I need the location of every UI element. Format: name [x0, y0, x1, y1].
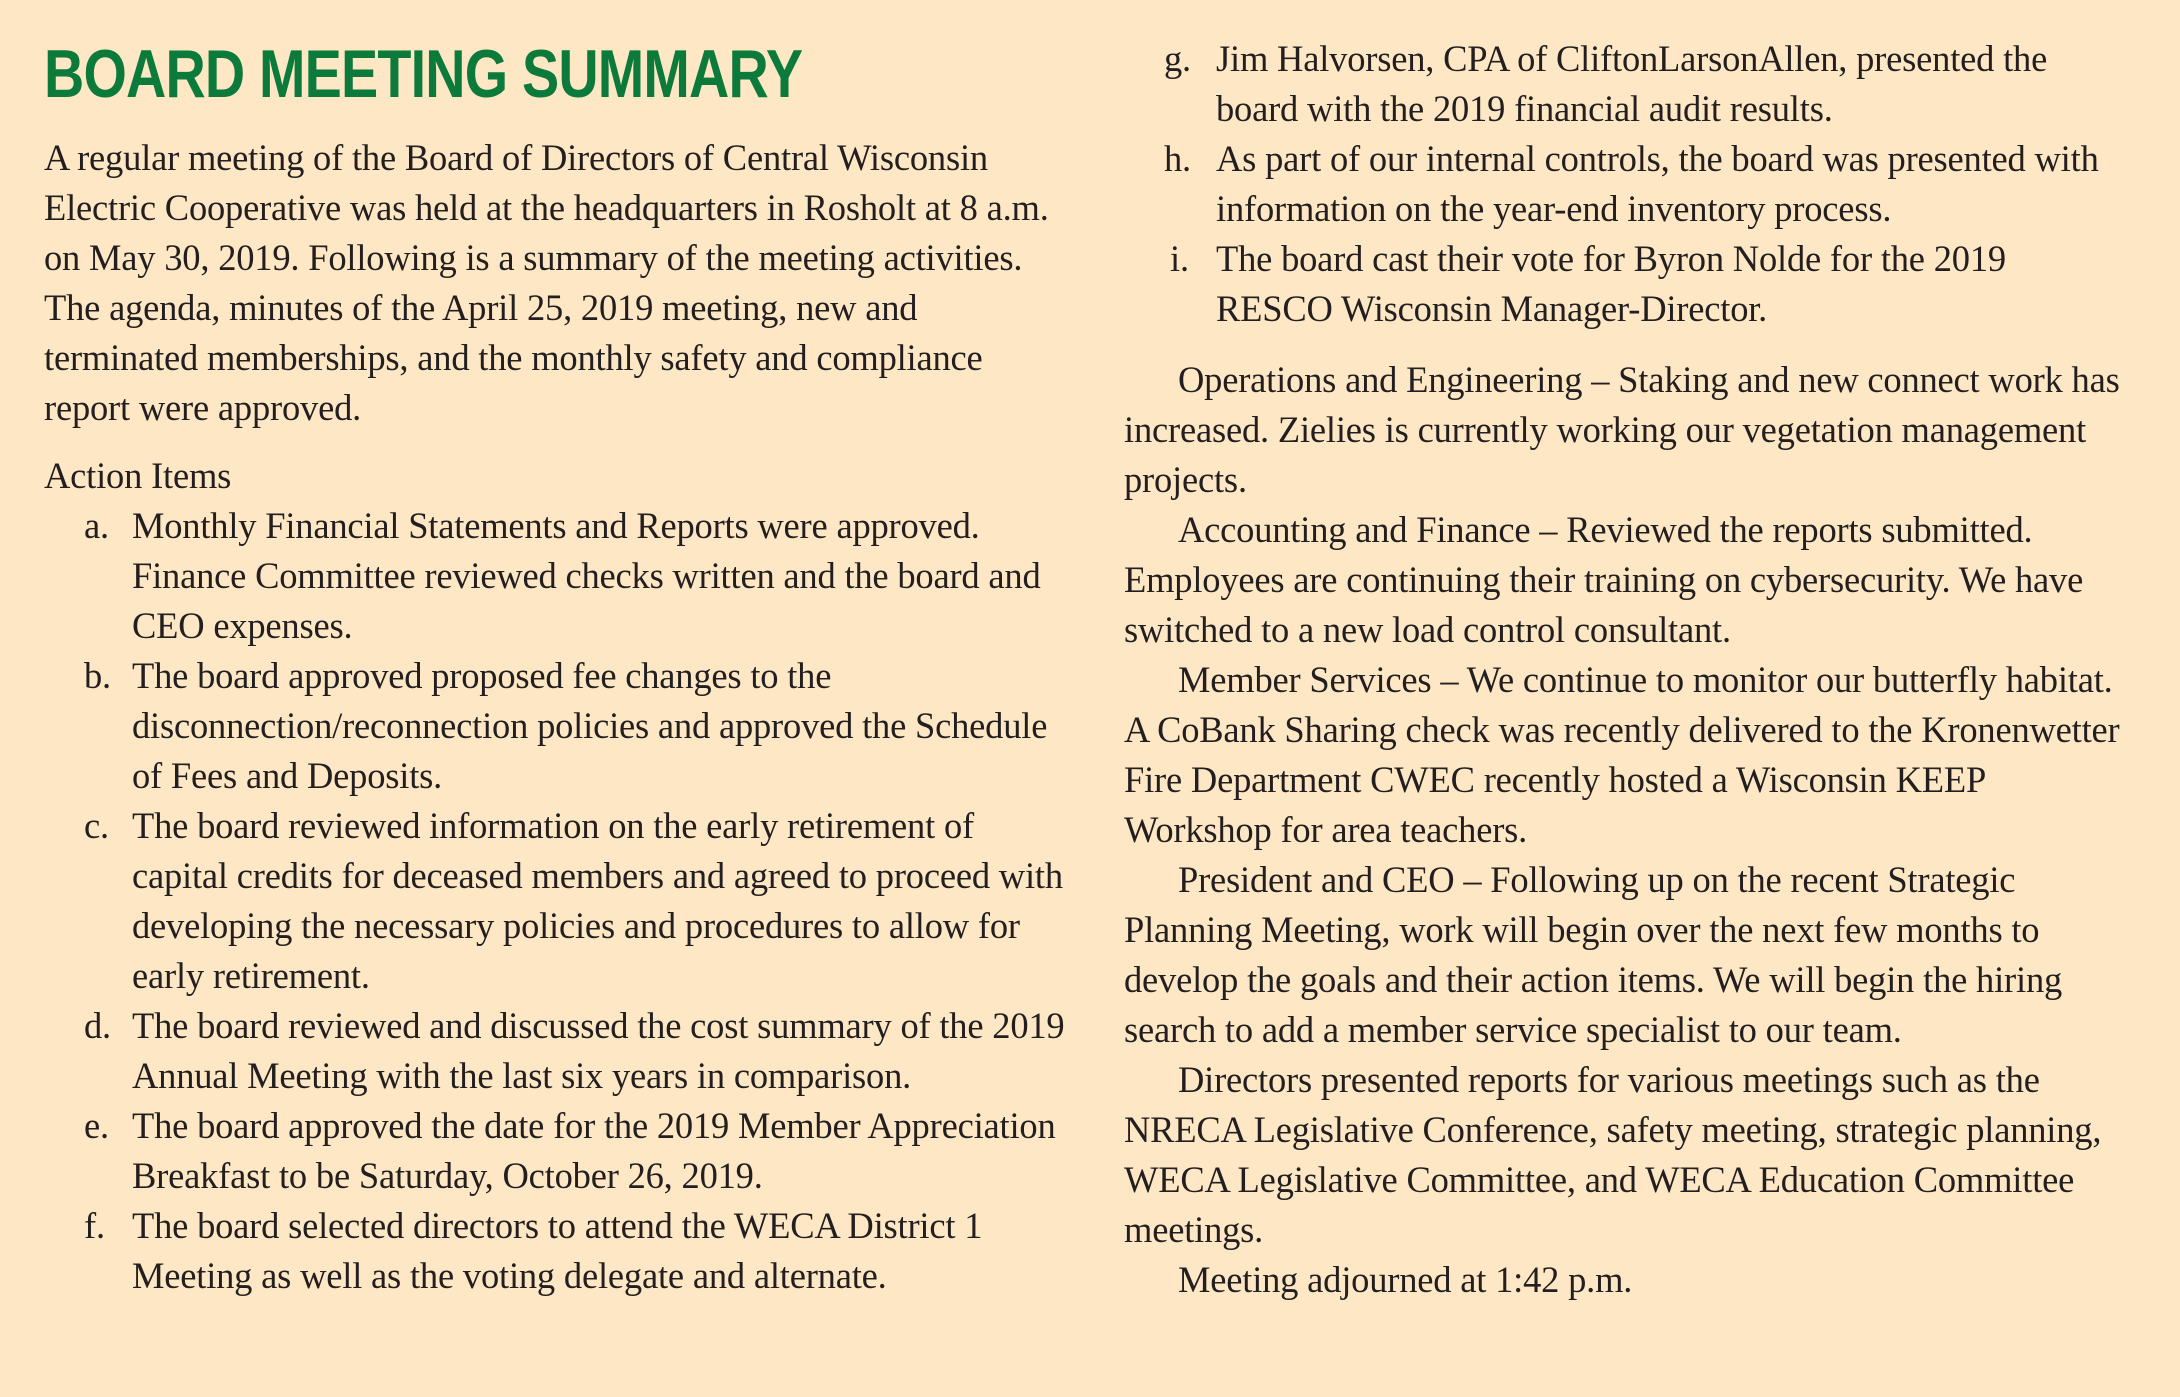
meeting-adjourned: Meeting adjourned at 1:42 p.m. [1178, 1259, 1633, 1300]
action-item-text: The board reviewed and discussed the cost summary of the 2019 Annual Meeting with the last six years in comparison. [132, 1005, 1065, 1096]
action-item [1164, 134, 2124, 234]
report-president-ceo: President and CEO – Following up on the recent Strategic Planning Meeting, work will begin over the next few months to develop the goals and their action items. We will begin the hiring search to add a member service specialist to our team. [1124, 859, 2063, 1050]
action-item-text: Monthly Financial Statements and Reports were approved. Finance Committee reviewed checks written and the board and CEO expenses. [132, 505, 1041, 646]
report-operations-engineering: Operations and Engineering – Staking and new connect work has increased. Zielies is currently working our vegetation management projects. [1124, 359, 2120, 500]
action-item-marker: a. [84, 505, 109, 546]
action-item [44, 651, 1074, 801]
action-item-text: The board cast their vote for Byron Nolde for the 2019 RESCO Wisconsin Manager-Director. [1216, 238, 2006, 329]
report-member-services: Member Services – We continue to monitor our butterfly habitat. A CoBank Sharing check was recently delivered to the Kronenwetter Fire Department CWEC recently hosted a Wisconsin KEEP Workshop for area teachers. [1124, 659, 2120, 850]
action-item [44, 1201, 1074, 1301]
action-item-marker: h. [1164, 138, 1191, 179]
action-item [44, 1101, 1074, 1201]
action-item [1164, 34, 2124, 134]
action-item [44, 801, 1074, 1001]
report-directors: Directors presented reports for various meetings such as the NRECA Legislative Conference, safety meeting, strategic planning, WECA Legislative Committee, and WECA Education Committee meetings. [1124, 1059, 2102, 1250]
action-item-text: The board reviewed information on the early retirement of capital credits for deceased members and agreed to proceed with developing the necessary policies and procedures to allow for early retirement. [132, 805, 1063, 996]
action-item-marker: f. [84, 1205, 105, 1246]
action-item [44, 501, 1074, 651]
action-item-marker: g. [1164, 38, 1191, 79]
action-items-heading: Action Items [44, 455, 232, 496]
action-items-list-continued [1164, 34, 2124, 334]
action-item-text: As part of our internal controls, the board was presented with information on the year-end inventory process. [1216, 138, 2099, 229]
action-item-marker: c. [84, 805, 109, 846]
action-items-list [44, 501, 1074, 1301]
report-accounting-finance: Accounting and Finance – Reviewed the reports submitted. Employees are continuing their training on cybersecurity. We have switched to a new load control consultant. [1124, 509, 2084, 650]
action-item-marker: i. [1170, 238, 1189, 279]
department-reports [1124, 355, 2124, 1305]
action-item-text: The board selected directors to attend the WECA District 1 Meeting as well as the voting delegate and alternate. [132, 1205, 983, 1296]
action-item [1164, 234, 2124, 334]
action-item [44, 1001, 1074, 1101]
action-item-marker: d. [84, 1005, 111, 1046]
action-item-text: The board approved proposed fee changes to the disconnection/reconnection policies and approved the Schedule of Fees and Deposits. [132, 655, 1048, 796]
action-item-text: The board approved the date for the 2019 Member Appreciation Breakfast to be Saturday, October 26, 2019. [132, 1105, 1056, 1196]
action-item-marker: e. [84, 1105, 109, 1146]
page-title: BOARD MEETING SUMMARY [44, 36, 803, 112]
action-item-marker: b. [84, 655, 111, 696]
intro-paragraph: A regular meeting of the Board of Directors of Central Wisconsin Electric Cooperative was held at the headquarters in Rosholt at 8 a.m. on May 30, 2019. Following is a summary of the meeting activities. The agenda, minutes of the April 25, 2019 meeting, new and terminated memberships, and the monthly safety and compliance report were approved. [44, 137, 1049, 428]
action-item-text: Jim Halvorsen, CPA of CliftonLarsonAllen, presented the board with the 2019 financial audit results. [1216, 38, 2048, 129]
